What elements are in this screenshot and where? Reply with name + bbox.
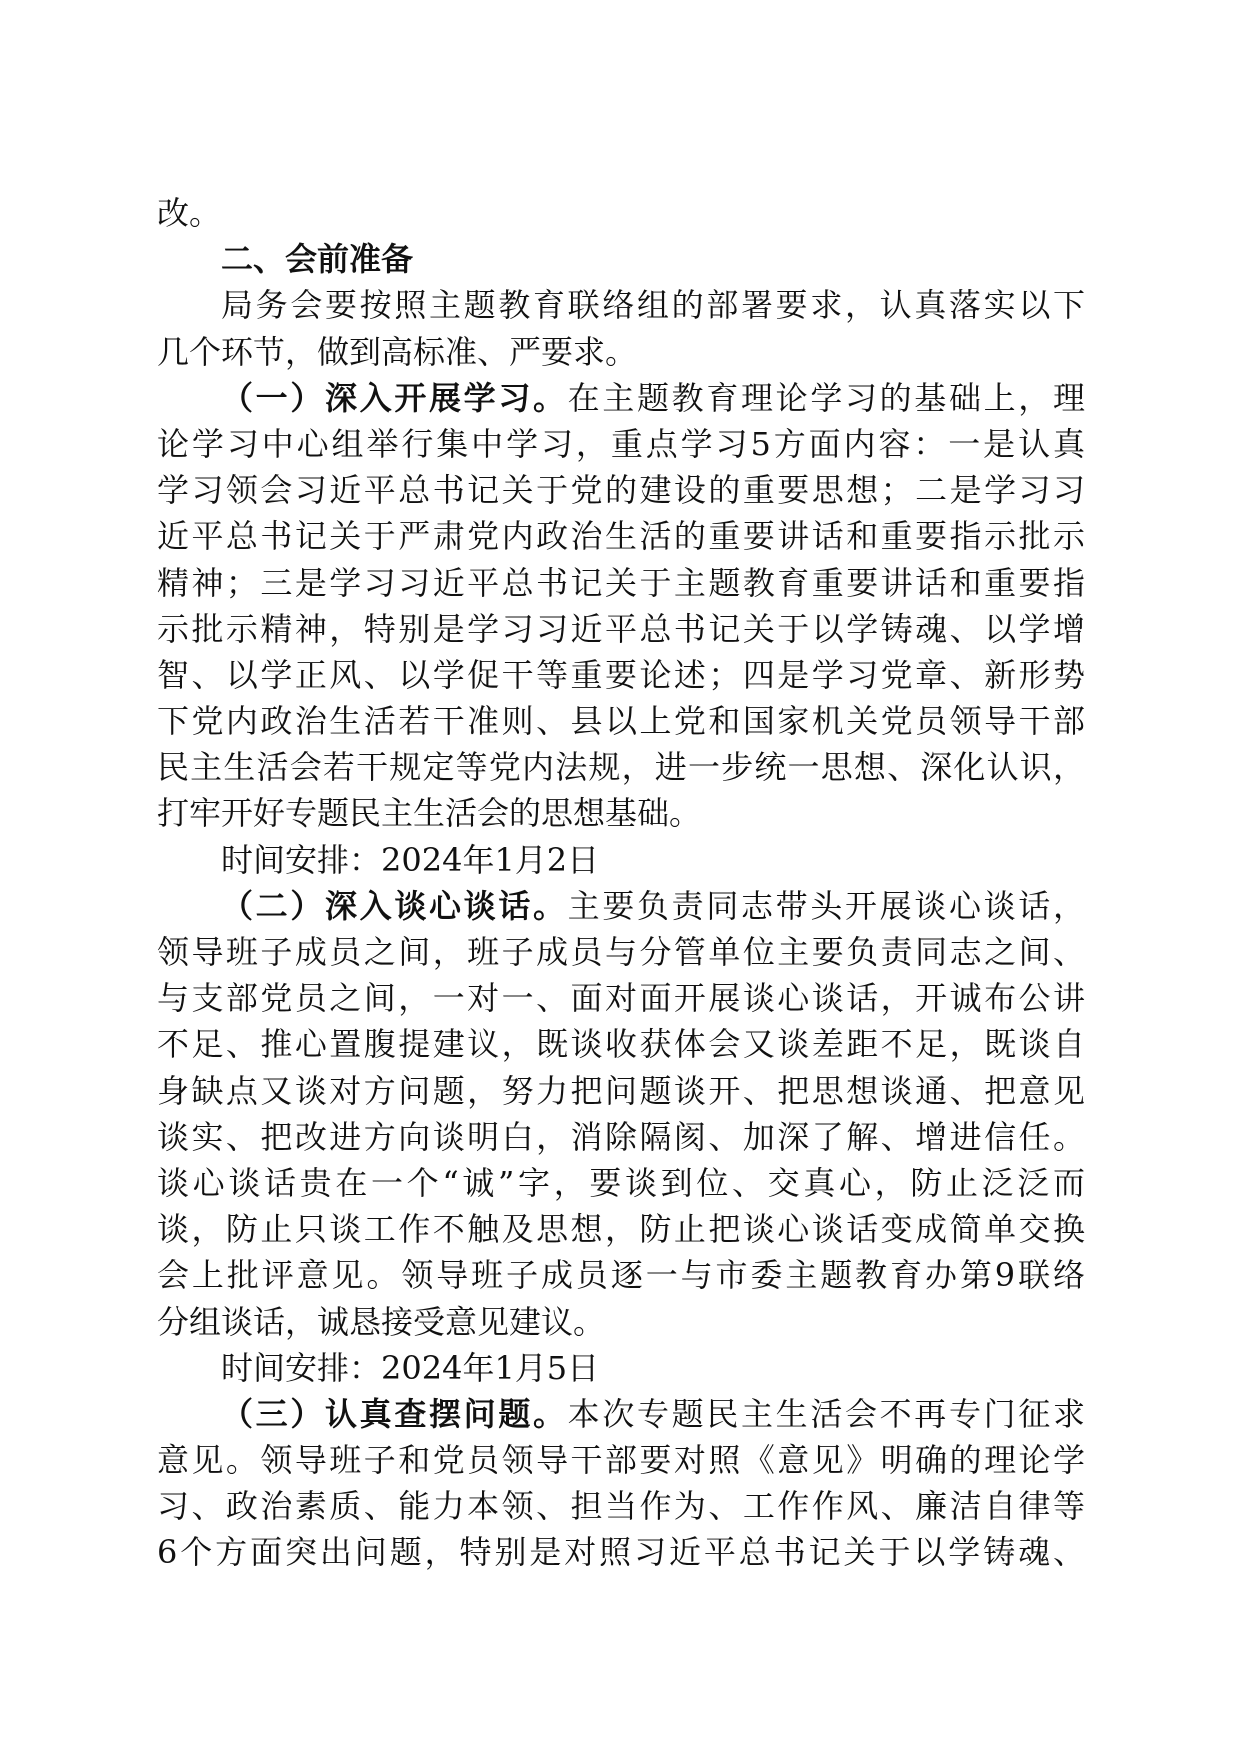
paragraph-line: 近平总书记关于严肃党内政治生活的重要讲话和重要指示批示 bbox=[157, 517, 1085, 556]
subsection-heading: （一）深入开展学习。 bbox=[221, 378, 568, 417]
paragraph-line: 会上批评意见。领导班子成员逐一与市委主题教育办第9联络 bbox=[157, 1256, 1085, 1295]
paragraph-line: 局务会要按照主题教育联络组的部署要求，认真落实以下 bbox=[221, 286, 1085, 325]
paragraph-line: 民主生活会若干规定等党内法规，进一步统一思想、深化认识， bbox=[157, 748, 1085, 787]
paragraph-line: 几个环节，做到高标准、严要求。 bbox=[157, 332, 638, 371]
paragraph-line: 示批示精神，特别是学习习近平总书记关于以学铸魂、以学增 bbox=[157, 609, 1085, 648]
document-page bbox=[157, 190, 1085, 1576]
paragraph-line: 身缺点又谈对方问题，努力把问题谈开、把思想谈通、把意见 bbox=[157, 1071, 1085, 1110]
paragraph-line: 打牢开好专题民主生活会的思想基础。 bbox=[157, 794, 702, 833]
paragraph-text: 在主题教育理论学习的基础上，理 bbox=[567, 378, 1085, 417]
paragraph-text: 本次专题民主生活会不再专门征求 bbox=[567, 1394, 1085, 1433]
subsection-heading: （二）深入谈心谈话。 bbox=[221, 886, 568, 925]
paragraph-line: 领导班子成员之间，班子成员与分管单位主要负责同志之间、 bbox=[157, 933, 1085, 971]
section-heading: 二、会前准备 bbox=[221, 240, 414, 279]
paragraph-line: 智、以学正风、以学促干等重要论述；四是学习党章、新形势 bbox=[157, 655, 1085, 694]
schedule-line: 时间安排：2024年1月5日 bbox=[221, 1348, 600, 1387]
paragraph-line: 下党内政治生活若干准则、县以上党和国家机关党员领导干部 bbox=[157, 702, 1085, 741]
paragraph-line: 学习领会习近平总书记关于党的建设的重要思想；二是学习习 bbox=[157, 471, 1085, 510]
paragraph-line: 改。 bbox=[157, 194, 222, 232]
subsection-line bbox=[157, 375, 1085, 421]
subsection-heading: （三）认真查摆问题。 bbox=[221, 1394, 568, 1433]
paragraph-line: 谈实、把改进方向谈明白，消除隔阂、加深了解、增进信任。 bbox=[157, 1117, 1085, 1156]
schedule-line: 时间安排：2024年1月2日 bbox=[221, 840, 600, 879]
paragraph-line: 谈心谈话贵在一个“诚”字，要谈到位、交真心，防止泛泛而 bbox=[157, 1163, 1085, 1202]
paragraph-line: 谈，防止只谈工作不触及思想，防止把谈心谈话变成简单交换 bbox=[157, 1210, 1085, 1249]
paragraph-line: 论学习中心组举行集中学习，重点学习5方面内容：一是认真 bbox=[157, 424, 1085, 463]
paragraph-line: 6个方面突出问题，特别是对照习近平总书记关于以学铸魂、 bbox=[157, 1533, 1085, 1572]
paragraph-line: 不足、推心置腹提建议，既谈收获体会又谈差距不足，既谈自 bbox=[157, 1025, 1085, 1064]
paragraph-line: 分组谈话，诚恳接受意见建议。 bbox=[157, 1302, 606, 1341]
paragraph-line: 习、政治素质、能力本领、担当作为、工作作风、廉洁自律等 bbox=[157, 1487, 1085, 1526]
paragraph-line: 与支部党员之间，一对一、面对面开展谈心谈话，开诚布公讲 bbox=[157, 979, 1085, 1018]
paragraph-line: 意见。领导班子和党员领导干部要对照《意见》明确的理论学 bbox=[157, 1441, 1085, 1480]
subsection-line bbox=[157, 1391, 1085, 1437]
subsection-line bbox=[157, 883, 1085, 929]
paragraph-line: 精神；三是学习习近平总书记关于主题教育重要讲话和重要指 bbox=[157, 563, 1085, 602]
paragraph-text: 主要负责同志带头开展谈心谈话， bbox=[567, 886, 1085, 925]
